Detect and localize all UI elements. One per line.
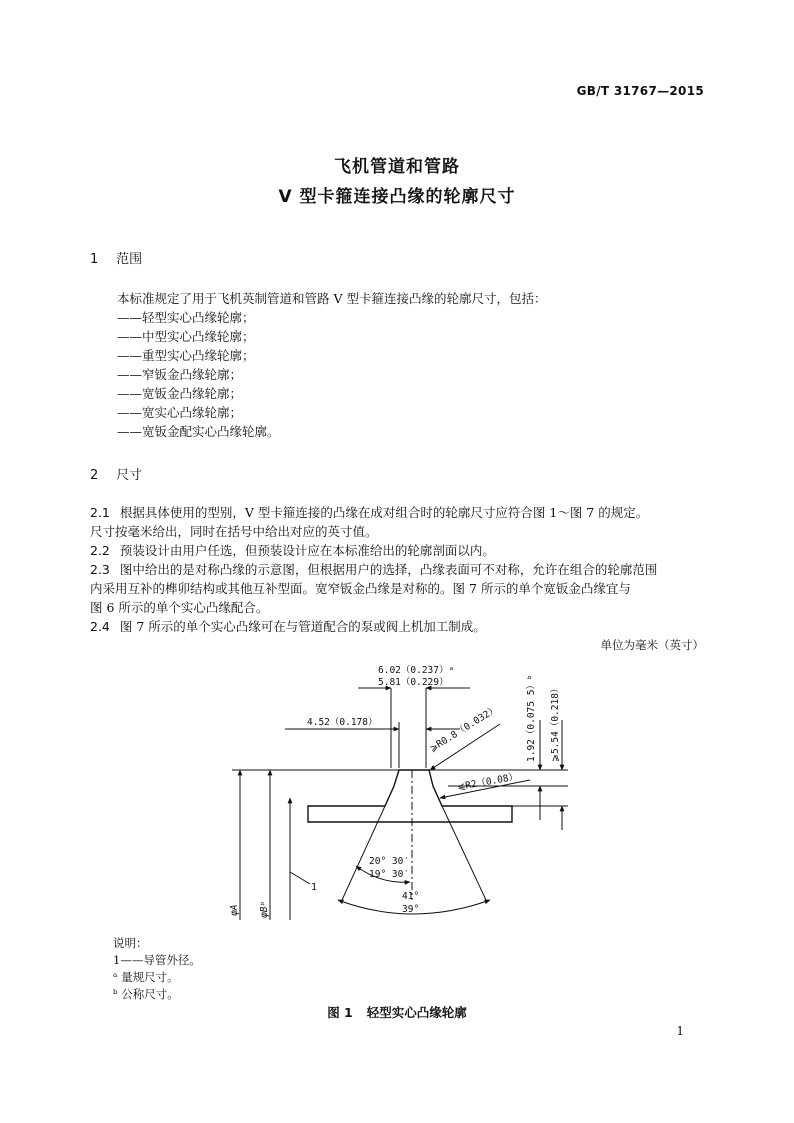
section-2-number: 2 xyxy=(90,468,99,483)
scope-item: ——宽钣金配实心凸缘轮廓。 xyxy=(117,424,280,439)
clause-text: 根据具体使用的型别，V 型卡箍连接的凸缘在成对组合时的轮廓尺寸应符合图 1～图 7 的规定。 xyxy=(119,505,649,520)
dim-top-nominal: 5.81（0.229） xyxy=(378,677,449,688)
legend-item: 1——导管外径。 xyxy=(113,953,201,967)
clause-text: 图中给出的是对称凸缘的示意图，但根据用户的选择，凸缘表面可不对称，允许在组合的轮廓范围 xyxy=(119,562,658,577)
scope-item: ——轻型实心凸缘轮廓； xyxy=(117,310,255,325)
clause-number: 2.2 xyxy=(90,543,110,558)
dim-half-angle-a: 20° 30′ xyxy=(369,856,410,867)
section-1-number: 1 xyxy=(90,252,99,267)
dim-full-angle-a: 41° xyxy=(402,891,420,902)
section-1-title: 范围 xyxy=(116,252,143,267)
dim-radius-top: ⩾R0.8（0.032） xyxy=(427,703,501,755)
dim-half-angle-b: 19° 30′ xyxy=(369,869,410,880)
page-number: 1 xyxy=(676,1024,684,1038)
dim-height-large: ⩾5.54（0.218） xyxy=(550,683,561,762)
clause-number: 2.3 xyxy=(90,562,110,577)
dim-radius-bottom: ⩽R2（0.08） xyxy=(456,771,519,793)
clause-number: 2.1 xyxy=(90,505,110,520)
clause-2-3-cont: 内采用互补的榫卯结构或其他互补型面。宽窄钣金凸缘是对称的。图 7 所示的单个宽钣金凸缘宜与 xyxy=(90,581,631,596)
clause-2-3-cont: 图 6 所示的单个实心凸缘配合。 xyxy=(90,600,269,615)
section-2-title: 尺寸 xyxy=(116,468,143,483)
scope-item: ——宽钣金凸缘轮廓； xyxy=(117,386,243,401)
clause-number: 2.4 xyxy=(90,619,110,634)
callout-1: 1 xyxy=(311,882,318,893)
dim-top-gauge: 6.02（0.237）ᵃ xyxy=(378,665,455,676)
dim-height-small: 1.92（0.075 5）ᵇ xyxy=(526,674,537,762)
clause-2-1-cont: 尺寸按毫米给出，同时在括号中给出对应的英寸值。 xyxy=(90,524,378,539)
dim-diameter-a: φA xyxy=(229,904,240,916)
figure-title: 轻型实心凸缘轮廓 xyxy=(366,1005,467,1020)
figure-caption xyxy=(0,1003,794,1021)
clause-text: 预装设计由用户任选，但预装设计应在本标准给出的轮廓剖面以内。 xyxy=(119,543,495,558)
scope-intro: 本标准规定了用于飞机英制管道和管路 V 型卡箍连接凸缘的轮廓尺寸，包括： xyxy=(117,291,547,306)
clause-text: 图 7 所示的单个实心凸缘可在与管道配合的泵或阀上机加工制成。 xyxy=(119,619,486,634)
scope-item: ——窄钣金凸缘轮廓； xyxy=(117,367,243,382)
scope-item: ——重型实心凸缘轮廓； xyxy=(117,348,255,363)
legend-title: 说明： xyxy=(113,936,148,950)
dim-full-angle-b: 39° xyxy=(402,904,420,915)
document-title-line2: V 型卡箍连接凸缘的轮廓尺寸 xyxy=(278,187,516,207)
legend-item: ᵇ 公称尺寸。 xyxy=(113,987,179,1001)
figure-number: 图 1 xyxy=(327,1005,353,1020)
scope-item: ——宽实心凸缘轮廓； xyxy=(117,405,243,420)
document-title-line1: 飞机管道和管路 xyxy=(334,157,460,177)
standard-code: GB/T 31767—2015 xyxy=(576,84,704,98)
units-note: 单位为毫米（英寸） xyxy=(600,638,704,652)
dim-diameter-b: φBᵇ xyxy=(259,900,270,918)
scope-item: ——中型实心凸缘轮廓； xyxy=(117,329,255,344)
legend-item: ᵃ 量规尺寸。 xyxy=(113,970,179,984)
dim-width-left: 4.52（0.178） xyxy=(307,717,378,728)
